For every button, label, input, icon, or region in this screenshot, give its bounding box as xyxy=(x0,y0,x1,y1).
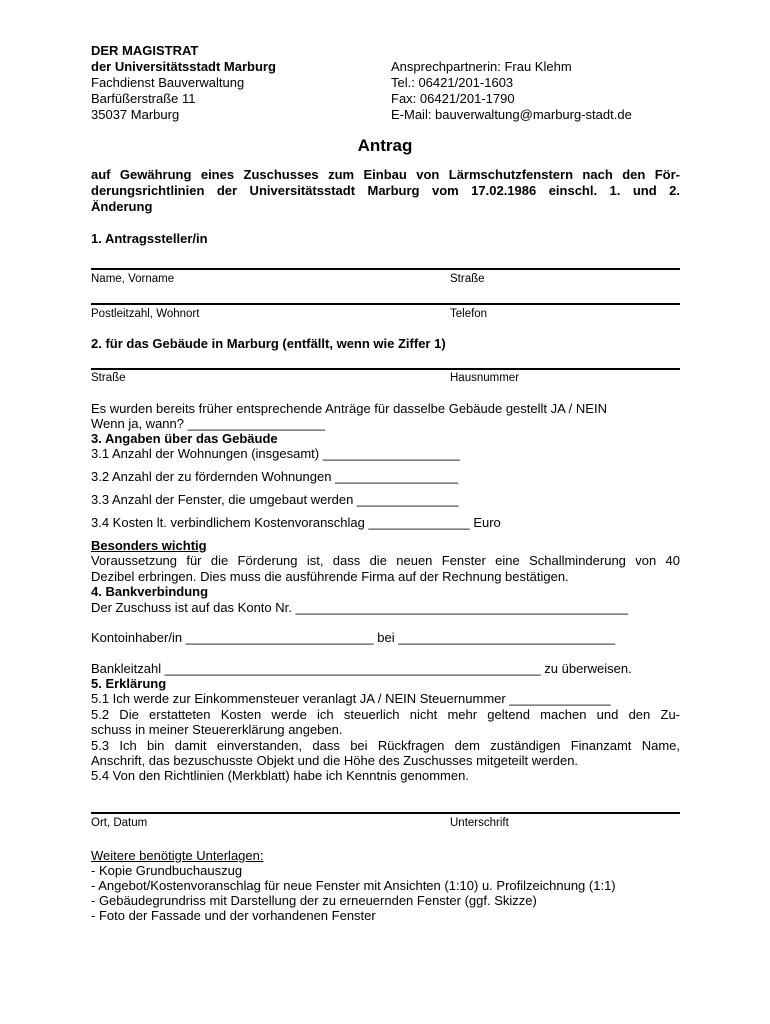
document-item: - Gebäudegrundriss mit Darstellung der zu erneuernden Fenster (ggf. Skizze) xyxy=(91,893,537,908)
subtitle-line-3: Änderung xyxy=(91,199,153,214)
subtitle-line-2: derungsrichtlinien der Universitätsstadt Marburg vom 17.02.1986 einschl. 1. und 2. xyxy=(91,183,680,198)
postal-label: Postleitzahl, Wohnort xyxy=(91,308,200,320)
city-name: der Universitätsstadt Marburg xyxy=(91,59,276,74)
document-item: - Foto der Fassade und der vorhandenen Fenster xyxy=(91,908,376,923)
declaration-5-2-line-1: 5.2 Die erstatteten Kosten werde ich steuerlich nicht mehr geltend machen und den Zu- xyxy=(91,707,680,722)
building-street-label: Straße xyxy=(91,372,126,384)
street-address: Barfüßerstraße 11 xyxy=(91,91,196,106)
office-name: DER MAGISTRAT xyxy=(91,43,199,58)
apartments-total-field[interactable]: 3.1 Anzahl der Wohnungen (insgesamt) ___________________ xyxy=(91,446,461,461)
postal-phone-line[interactable] xyxy=(91,303,680,305)
street-label: Straße xyxy=(450,273,485,285)
apartments-funded-field[interactable]: 3.2 Anzahl der zu fördernden Wohnungen _________________ xyxy=(91,469,458,484)
windows-count-field[interactable]: 3.3 Anzahl der Fenster, die umgebaut werden ______________ xyxy=(91,492,459,507)
bank-code-field[interactable]: Bankleitzahl ____________________________________________________ zu überweisen. xyxy=(91,661,632,676)
phone-label: Telefon xyxy=(450,308,488,320)
important-heading: Besonders wichtig xyxy=(91,538,207,553)
subtitle-line-1: auf Gewährung eines Zuschusses zum Einbau von Lärmschutzfenstern nach den För- xyxy=(91,167,680,182)
place-date-label: Ort, Datum xyxy=(91,817,148,829)
signature-line[interactable] xyxy=(91,812,680,814)
document-item: - Angebot/Kostenvoranschlag für neue Fenster mit Ansichten (1:10) u. Profilzeichnung (1:1) xyxy=(91,878,616,893)
name-street-line[interactable] xyxy=(91,268,680,270)
contact-phone: Tel.: 06421/201-1603 xyxy=(391,75,514,90)
section5-heading: 5. Erklärung xyxy=(91,676,167,691)
signature-label: Unterschrift xyxy=(450,817,509,829)
section1-heading: 1. Antragssteller/in xyxy=(91,231,208,246)
contact-email: E-Mail: bauverwaltung@marburg-stadt.de xyxy=(391,107,632,122)
documents-heading: Weitere benötigte Unterlagen: xyxy=(91,848,264,863)
important-line-2: Dezibel erbringen. Dies muss die ausführende Firma auf der Rechnung bestätigen. xyxy=(91,569,569,584)
section3-heading: 3. Angaben über das Gebäude xyxy=(91,431,278,446)
declaration-5-4: 5.4 Von den Richtlinien (Merkblatt) habe ich Kenntnis genommen. xyxy=(91,768,469,783)
declaration-5-3-line-1: 5.3 Ich bin damit einverstanden, dass bei Rückfragen dem zuständigen Finanzamt Name, xyxy=(91,738,680,753)
section4-heading: 4. Bankverbindung xyxy=(91,584,209,599)
building-address-line[interactable] xyxy=(91,368,680,370)
document-item: - Kopie Grundbuchauszug xyxy=(91,863,243,878)
declaration-5-2-line-2: schuss in meiner Steuererklärung angeben. xyxy=(91,722,343,737)
declaration-5-3-line-2: Anschrift, das bezuschusste Objekt und die Höhe des Zuschusses mitgeteilt werden. xyxy=(91,753,579,768)
account-number-field[interactable]: Der Zuschuss ist auf das Konto Nr. ______________________________________________ xyxy=(91,600,629,615)
important-line-1: Voraussetzung für die Förderung ist, dass die neuen Fenster eine Schallminderung von 40 xyxy=(91,553,680,568)
account-holder-field[interactable]: Kontoinhaber/in __________________________ bei ______________________________ xyxy=(91,630,616,645)
section2-heading: 2. für das Gebäude in Marburg (entfällt, wenn wie Ziffer 1) xyxy=(91,336,446,351)
page-title: Antrag xyxy=(357,136,413,155)
prior-applications-question: Es wurden bereits früher entsprechende Anträge für dasselbe Gebäude gestellt JA / NEIN xyxy=(91,401,607,416)
department: Fachdienst Bauverwaltung xyxy=(91,75,245,90)
prior-when-field[interactable]: Wenn ja, wann? ___________________ xyxy=(91,416,325,431)
cost-estimate-field[interactable]: 3.4 Kosten lt. verbindlichem Kostenvoranschlag ______________ Euro xyxy=(91,515,501,530)
tax-assessment-field[interactable]: 5.1 Ich werde zur Einkommensteuer veranlagt JA / NEIN Steuernummer ______________ xyxy=(91,691,611,706)
contact-person: Ansprechpartnerin: Frau Klehm xyxy=(391,59,572,74)
postal-city: 35037 Marburg xyxy=(91,107,180,122)
housenr-label: Hausnummer xyxy=(450,372,520,384)
name-label: Name, Vorname xyxy=(91,273,175,285)
contact-fax: Fax: 06421/201-1790 xyxy=(391,91,515,106)
